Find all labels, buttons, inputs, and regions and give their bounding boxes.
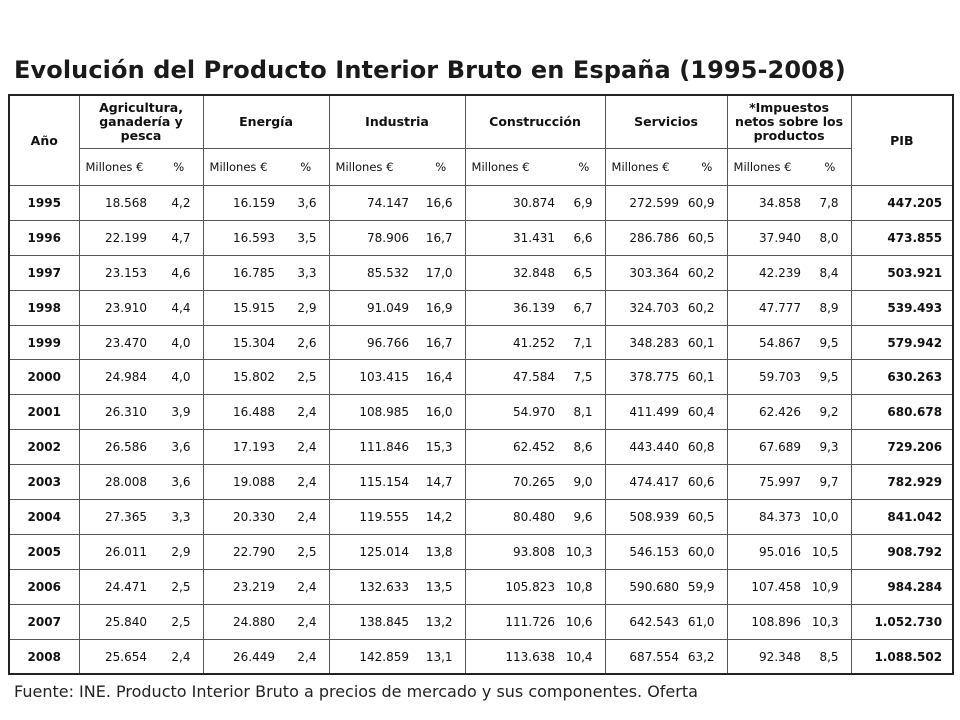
cell-con-millones: 36.139 [465,290,563,325]
table-row [9,220,953,255]
cell-con-millones: 47.584 [465,360,563,395]
cell-imp-millones: 34.858 [727,186,809,221]
cell-agr-pct: 3,6 [155,430,203,465]
cell-ser-millones: 443.440 [605,430,687,465]
subheader-con-pct: % [563,149,605,186]
cell-ser-millones: 546.153 [605,534,687,569]
table-row [9,255,953,290]
cell-con-millones: 93.808 [465,534,563,569]
cell-imp-pct: 9,7 [809,465,851,500]
cell-year: 1999 [9,325,79,360]
table-body [9,186,953,675]
cell-agr-pct: 3,3 [155,500,203,535]
cell-imp-pct: 10,0 [809,500,851,535]
cell-con-pct: 6,6 [563,220,605,255]
cell-con-millones: 111.726 [465,604,563,639]
cell-ene-pct: 2,4 [283,465,329,500]
cell-pib: 539.493 [851,290,953,325]
cell-ene-millones: 16.488 [203,395,283,430]
cell-agr-millones: 23.910 [79,290,155,325]
cell-ene-millones: 15.802 [203,360,283,395]
cell-year: 1995 [9,186,79,221]
cell-year: 2003 [9,465,79,500]
cell-ser-pct: 60,2 [687,290,727,325]
cell-year: 1997 [9,255,79,290]
cell-con-pct: 6,7 [563,290,605,325]
cell-ind-millones: 91.049 [329,290,417,325]
cell-ser-pct: 60,2 [687,255,727,290]
cell-ene-millones: 16.593 [203,220,283,255]
cell-ser-pct: 60,8 [687,430,727,465]
cell-con-pct: 8,1 [563,395,605,430]
table-row [9,639,953,674]
cell-imp-millones: 67.689 [727,430,809,465]
cell-pib: 1.088.502 [851,639,953,674]
cell-agr-millones: 28.008 [79,465,155,500]
page-title: Evolución del Producto Interior Bruto en España (1995-2008) [14,56,846,84]
cell-con-pct: 9,6 [563,500,605,535]
cell-pib: 1.052.730 [851,604,953,639]
subheader-ser-pct: % [687,149,727,186]
header-row-sub [9,149,953,186]
cell-agr-pct: 2,5 [155,604,203,639]
cell-ser-millones: 411.499 [605,395,687,430]
cell-ind-pct: 15,3 [417,430,465,465]
cell-con-pct: 10,6 [563,604,605,639]
cell-agr-millones: 24.471 [79,569,155,604]
cell-ind-pct: 13,5 [417,569,465,604]
cell-con-millones: 105.823 [465,569,563,604]
cell-agr-pct: 4,2 [155,186,203,221]
cell-ser-pct: 60,1 [687,325,727,360]
cell-agr-pct: 4,6 [155,255,203,290]
cell-ind-pct: 13,1 [417,639,465,674]
cell-ene-pct: 2,4 [283,569,329,604]
cell-ser-millones: 378.775 [605,360,687,395]
cell-con-millones: 41.252 [465,325,563,360]
cell-imp-pct: 10,9 [809,569,851,604]
cell-ser-millones: 324.703 [605,290,687,325]
cell-pib: 579.942 [851,325,953,360]
cell-agr-pct: 3,6 [155,465,203,500]
cell-ser-millones: 348.283 [605,325,687,360]
cell-agr-millones: 23.470 [79,325,155,360]
cell-ind-millones: 132.633 [329,569,417,604]
cell-year: 2008 [9,639,79,674]
cell-agr-pct: 4,4 [155,290,203,325]
cell-ene-millones: 24.880 [203,604,283,639]
table-row [9,430,953,465]
cell-ser-millones: 272.599 [605,186,687,221]
cell-ene-pct: 2,5 [283,534,329,569]
cell-year: 2005 [9,534,79,569]
cell-ene-millones: 16.159 [203,186,283,221]
cell-agr-millones: 26.586 [79,430,155,465]
cell-agr-millones: 25.840 [79,604,155,639]
header-industria: Industria [329,95,465,149]
cell-ind-millones: 119.555 [329,500,417,535]
cell-ind-millones: 138.845 [329,604,417,639]
cell-ind-millones: 103.415 [329,360,417,395]
cell-imp-pct: 9,2 [809,395,851,430]
cell-imp-pct: 8,5 [809,639,851,674]
cell-con-pct: 6,9 [563,186,605,221]
cell-agr-millones: 26.011 [79,534,155,569]
cell-pib: 630.263 [851,360,953,395]
header-energia: Energía [203,95,329,149]
cell-ind-pct: 14,7 [417,465,465,500]
cell-ser-millones: 590.680 [605,569,687,604]
cell-imp-pct: 10,3 [809,604,851,639]
cell-ind-millones: 85.532 [329,255,417,290]
cell-agr-pct: 4,0 [155,325,203,360]
cell-con-pct: 10,3 [563,534,605,569]
cell-imp-pct: 8,4 [809,255,851,290]
cell-ind-pct: 17,0 [417,255,465,290]
header-servicios: Servicios [605,95,727,149]
cell-con-millones: 31.431 [465,220,563,255]
table-row [9,395,953,430]
subheader-ser-millones: Millones € [605,149,687,186]
cell-con-millones: 62.452 [465,430,563,465]
cell-con-pct: 7,5 [563,360,605,395]
cell-year: 2006 [9,569,79,604]
table-row [9,325,953,360]
cell-pib: 782.929 [851,465,953,500]
cell-ser-millones: 474.417 [605,465,687,500]
cell-ene-pct: 3,5 [283,220,329,255]
table-row [9,465,953,500]
cell-ene-millones: 19.088 [203,465,283,500]
header-construccion: Construcción [465,95,605,149]
cell-ind-millones: 96.766 [329,325,417,360]
cell-con-pct: 6,5 [563,255,605,290]
subheader-agr-millones: Millones € [79,149,155,186]
header-impuestos: *Impuestos netos sobre los productos [727,95,851,149]
cell-ser-millones: 642.543 [605,604,687,639]
cell-imp-millones: 54.867 [727,325,809,360]
table-row [9,186,953,221]
cell-ind-millones: 78.906 [329,220,417,255]
cell-ene-millones: 17.193 [203,430,283,465]
cell-ser-pct: 60,0 [687,534,727,569]
cell-imp-millones: 42.239 [727,255,809,290]
cell-con-millones: 30.874 [465,186,563,221]
cell-agr-pct: 4,0 [155,360,203,395]
cell-ene-pct: 2,4 [283,639,329,674]
gdp-table-container [8,94,952,675]
header-agricultura: Agricultura, ganadería y pesca [79,95,203,149]
cell-ene-pct: 3,6 [283,186,329,221]
cell-con-millones: 70.265 [465,465,563,500]
cell-agr-millones: 18.568 [79,186,155,221]
subheader-ene-millones: Millones € [203,149,283,186]
cell-agr-pct: 2,9 [155,534,203,569]
cell-agr-millones: 27.365 [79,500,155,535]
cell-con-millones: 32.848 [465,255,563,290]
cell-year: 2007 [9,604,79,639]
cell-agr-millones: 22.199 [79,220,155,255]
cell-agr-pct: 2,4 [155,639,203,674]
cell-con-pct: 7,1 [563,325,605,360]
cell-agr-millones: 26.310 [79,395,155,430]
cell-imp-pct: 7,8 [809,186,851,221]
cell-imp-millones: 108.896 [727,604,809,639]
cell-imp-millones: 95.016 [727,534,809,569]
cell-ser-pct: 60,4 [687,395,727,430]
cell-ser-pct: 60,5 [687,500,727,535]
subheader-ind-pct: % [417,149,465,186]
cell-ser-millones: 286.786 [605,220,687,255]
cell-agr-pct: 3,9 [155,395,203,430]
subheader-ene-pct: % [283,149,329,186]
cell-ser-pct: 59,9 [687,569,727,604]
cell-ene-pct: 2,4 [283,500,329,535]
cell-ene-millones: 26.449 [203,639,283,674]
cell-pib: 503.921 [851,255,953,290]
cell-ind-millones: 115.154 [329,465,417,500]
cell-ene-millones: 15.915 [203,290,283,325]
cell-agr-millones: 23.153 [79,255,155,290]
cell-imp-millones: 47.777 [727,290,809,325]
cell-agr-millones: 24.984 [79,360,155,395]
cell-year: 2004 [9,500,79,535]
cell-imp-pct: 8,0 [809,220,851,255]
cell-ser-pct: 63,2 [687,639,727,674]
cell-year: 2000 [9,360,79,395]
table-row [9,569,953,604]
cell-ene-pct: 2,6 [283,325,329,360]
cell-con-pct: 10,8 [563,569,605,604]
table-row [9,500,953,535]
cell-imp-millones: 84.373 [727,500,809,535]
cell-pib: 729.206 [851,430,953,465]
cell-ser-pct: 60,5 [687,220,727,255]
cell-ind-pct: 16,6 [417,186,465,221]
cell-ind-pct: 16,0 [417,395,465,430]
cell-imp-pct: 9,3 [809,430,851,465]
cell-ene-pct: 2,4 [283,604,329,639]
cell-imp-pct: 9,5 [809,360,851,395]
source-note: Fuente: INE. Producto Interior Bruto a precios de mercado y sus componentes. Oferta [14,682,698,701]
cell-imp-millones: 37.940 [727,220,809,255]
cell-ind-pct: 13,8 [417,534,465,569]
subheader-imp-pct: % [809,149,851,186]
cell-pib: 984.284 [851,569,953,604]
cell-ind-pct: 16,7 [417,325,465,360]
header-year: Año [9,95,79,186]
cell-ser-millones: 687.554 [605,639,687,674]
cell-ind-pct: 14,2 [417,500,465,535]
cell-pib: 841.042 [851,500,953,535]
cell-imp-millones: 92.348 [727,639,809,674]
cell-ind-millones: 111.846 [329,430,417,465]
cell-con-pct: 9,0 [563,465,605,500]
cell-con-millones: 54.970 [465,395,563,430]
cell-year: 2002 [9,430,79,465]
cell-imp-millones: 75.997 [727,465,809,500]
cell-ind-pct: 13,2 [417,604,465,639]
cell-pib: 680.678 [851,395,953,430]
gdp-table [8,94,954,675]
table-row [9,360,953,395]
cell-agr-pct: 4,7 [155,220,203,255]
cell-year: 2001 [9,395,79,430]
cell-imp-millones: 59.703 [727,360,809,395]
cell-ser-pct: 60,6 [687,465,727,500]
cell-imp-pct: 9,5 [809,325,851,360]
cell-ene-millones: 15.304 [203,325,283,360]
cell-con-millones: 80.480 [465,500,563,535]
cell-ser-millones: 508.939 [605,500,687,535]
subheader-agr-pct: % [155,149,203,186]
cell-ind-pct: 16,9 [417,290,465,325]
cell-year: 1998 [9,290,79,325]
cell-pib: 447.205 [851,186,953,221]
table-row [9,534,953,569]
cell-ind-pct: 16,7 [417,220,465,255]
cell-agr-millones: 25.654 [79,639,155,674]
cell-ene-millones: 16.785 [203,255,283,290]
cell-year: 1996 [9,220,79,255]
cell-ind-pct: 16,4 [417,360,465,395]
cell-con-pct: 8,6 [563,430,605,465]
subheader-con-millones: Millones € [465,149,563,186]
cell-ind-millones: 108.985 [329,395,417,430]
cell-imp-pct: 8,9 [809,290,851,325]
cell-ser-pct: 61,0 [687,604,727,639]
cell-ene-millones: 22.790 [203,534,283,569]
cell-ind-millones: 125.014 [329,534,417,569]
header-row-main [9,95,953,149]
cell-pib: 473.855 [851,220,953,255]
cell-ser-pct: 60,1 [687,360,727,395]
header-pib: PIB [851,95,953,186]
cell-imp-pct: 10,5 [809,534,851,569]
table-row [9,604,953,639]
cell-ene-pct: 3,3 [283,255,329,290]
cell-ser-millones: 303.364 [605,255,687,290]
cell-ene-pct: 2,9 [283,290,329,325]
cell-ene-millones: 23.219 [203,569,283,604]
cell-con-pct: 10,4 [563,639,605,674]
subheader-ind-millones: Millones € [329,149,417,186]
cell-ind-millones: 142.859 [329,639,417,674]
cell-ene-pct: 2,5 [283,360,329,395]
cell-ene-millones: 20.330 [203,500,283,535]
cell-ser-pct: 60,9 [687,186,727,221]
cell-ind-millones: 74.147 [329,186,417,221]
cell-ene-pct: 2,4 [283,395,329,430]
cell-imp-millones: 62.426 [727,395,809,430]
cell-pib: 908.792 [851,534,953,569]
cell-ene-pct: 2,4 [283,430,329,465]
cell-agr-pct: 2,5 [155,569,203,604]
cell-con-millones: 113.638 [465,639,563,674]
cell-imp-millones: 107.458 [727,569,809,604]
table-row [9,290,953,325]
subheader-imp-millones: Millones € [727,149,809,186]
